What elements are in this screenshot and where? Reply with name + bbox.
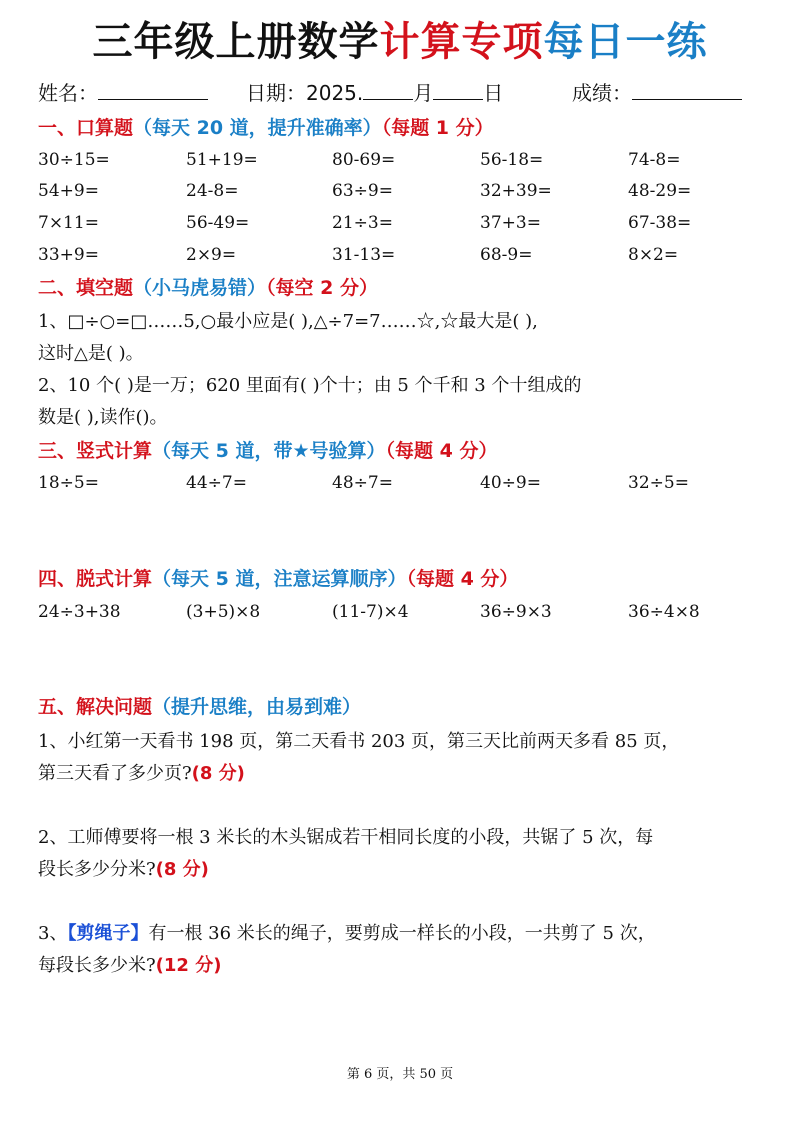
name-blank[interactable]: [98, 79, 208, 100]
stepwise-item: 36÷9×3: [480, 602, 552, 622]
word-problem-3: 3、【剪绳子】有一根 36 米长的绳子，要剪成一样长的小段，一共剪了 5 次， 每段长多少米?(12 分): [38, 923, 656, 976]
title-part-grade: 三年级上册数学: [92, 19, 380, 65]
oral-item: 54+9=: [38, 181, 99, 201]
month-blank[interactable]: [363, 79, 413, 100]
stepwise-item: 24÷3+38: [38, 602, 121, 622]
oral-item: 7×11=: [38, 213, 99, 233]
stepwise-item: (11-7)×4: [332, 602, 409, 622]
oral-item: 80-69=: [332, 150, 396, 170]
oral-item: 8×2=: [628, 245, 679, 265]
problem-tag: 【剪绳子】: [67, 923, 149, 944]
vertical-item: 48÷7=: [332, 473, 393, 493]
date-label: 日期：2025.: [246, 81, 364, 105]
oral-row: [38, 145, 778, 175]
score-blank[interactable]: [632, 79, 742, 100]
oral-item: 51+19=: [186, 150, 258, 170]
day-blank[interactable]: [433, 79, 483, 100]
oral-item: 68-9=: [480, 245, 533, 265]
fill-question-2: 2、10 个( )是一万；620 里面有( )个十；由 5 个千和 3 个十组成的 数是( ),读作()。: [38, 375, 582, 428]
oral-item: 32+39=: [480, 181, 552, 201]
page-footer: 第 6 页，共 50 页: [346, 1067, 454, 1082]
title-part-daily: 每日一练: [543, 19, 708, 65]
name-label: 姓名：: [38, 81, 98, 105]
student-info-row: [38, 78, 768, 108]
oral-item: 56-18=: [480, 150, 544, 170]
vertical-item: 32÷5=: [628, 473, 689, 493]
points-badge: (8 分): [191, 763, 245, 784]
fill-question-1: 1、□÷○=□……5,○最小应是( ),△÷7=7……☆,☆最大是( ), 这时△是( )。: [38, 311, 538, 364]
oral-row: [38, 240, 778, 270]
oral-item: 67-38=: [628, 213, 692, 233]
oral-row: [38, 208, 778, 238]
vertical-item: 44÷7=: [186, 473, 247, 493]
oral-item: 74-8=: [628, 150, 681, 170]
section-stepwise-heading: 四、脱式计算（每天 5 道，注意运算顺序）（每题 4 分）: [38, 568, 519, 590]
section-vertical-heading: 三、竖式计算（每天 5 道，带★号验算）（每题 4 分）: [38, 440, 498, 462]
oral-row: [38, 176, 778, 206]
stepwise-row: [38, 597, 778, 627]
score-label: 成绩：: [572, 81, 632, 105]
oral-item: 37+3=: [480, 213, 541, 233]
oral-item: 48-29=: [628, 181, 692, 201]
page-title: [0, 14, 800, 70]
word-problem-2: 2、工师傅要将一根 3 米长的木头锯成若干相同长度的小段，共锯了 5 次，每 段长多少分米?(8 分): [38, 827, 654, 880]
day-label: 日: [483, 81, 504, 105]
points-badge: (8 分): [155, 859, 209, 880]
oral-item: 24-8=: [186, 181, 239, 201]
oral-item: 63÷9=: [332, 181, 393, 201]
oral-item: 30÷15=: [38, 150, 110, 170]
stepwise-item: (3+5)×8: [186, 602, 261, 622]
word-problem-1: 1、小红第一天看书 198 页，第二天看书 203 页，第三天比前两天多看 85 页， 第三天看了多少页?(8 分): [38, 731, 680, 784]
oral-item: 33+9=: [38, 245, 99, 265]
oral-item: 31-13=: [332, 245, 396, 265]
section-problems-heading: 五、解决问题（提升思维，由易到难）: [38, 696, 362, 718]
oral-item: 56-49=: [186, 213, 250, 233]
vertical-row: [38, 468, 778, 498]
vertical-item: 40÷9=: [480, 473, 541, 493]
oral-item: 2×9=: [186, 245, 237, 265]
section-fill-heading: 二、填空题（小马虎易错）（每空 2 分）: [38, 277, 378, 299]
stepwise-item: 36÷4×8: [628, 602, 700, 622]
oral-item: 21÷3=: [332, 213, 393, 233]
vertical-item: 18÷5=: [38, 473, 99, 493]
month-label: 月: [413, 81, 434, 105]
points-badge: (12 分): [155, 955, 222, 976]
section-oral-heading: 一、口算题（每天 20 道，提升准确率）（每题 1 分）: [38, 117, 494, 139]
title-part-topic: 计算专项: [379, 19, 544, 65]
